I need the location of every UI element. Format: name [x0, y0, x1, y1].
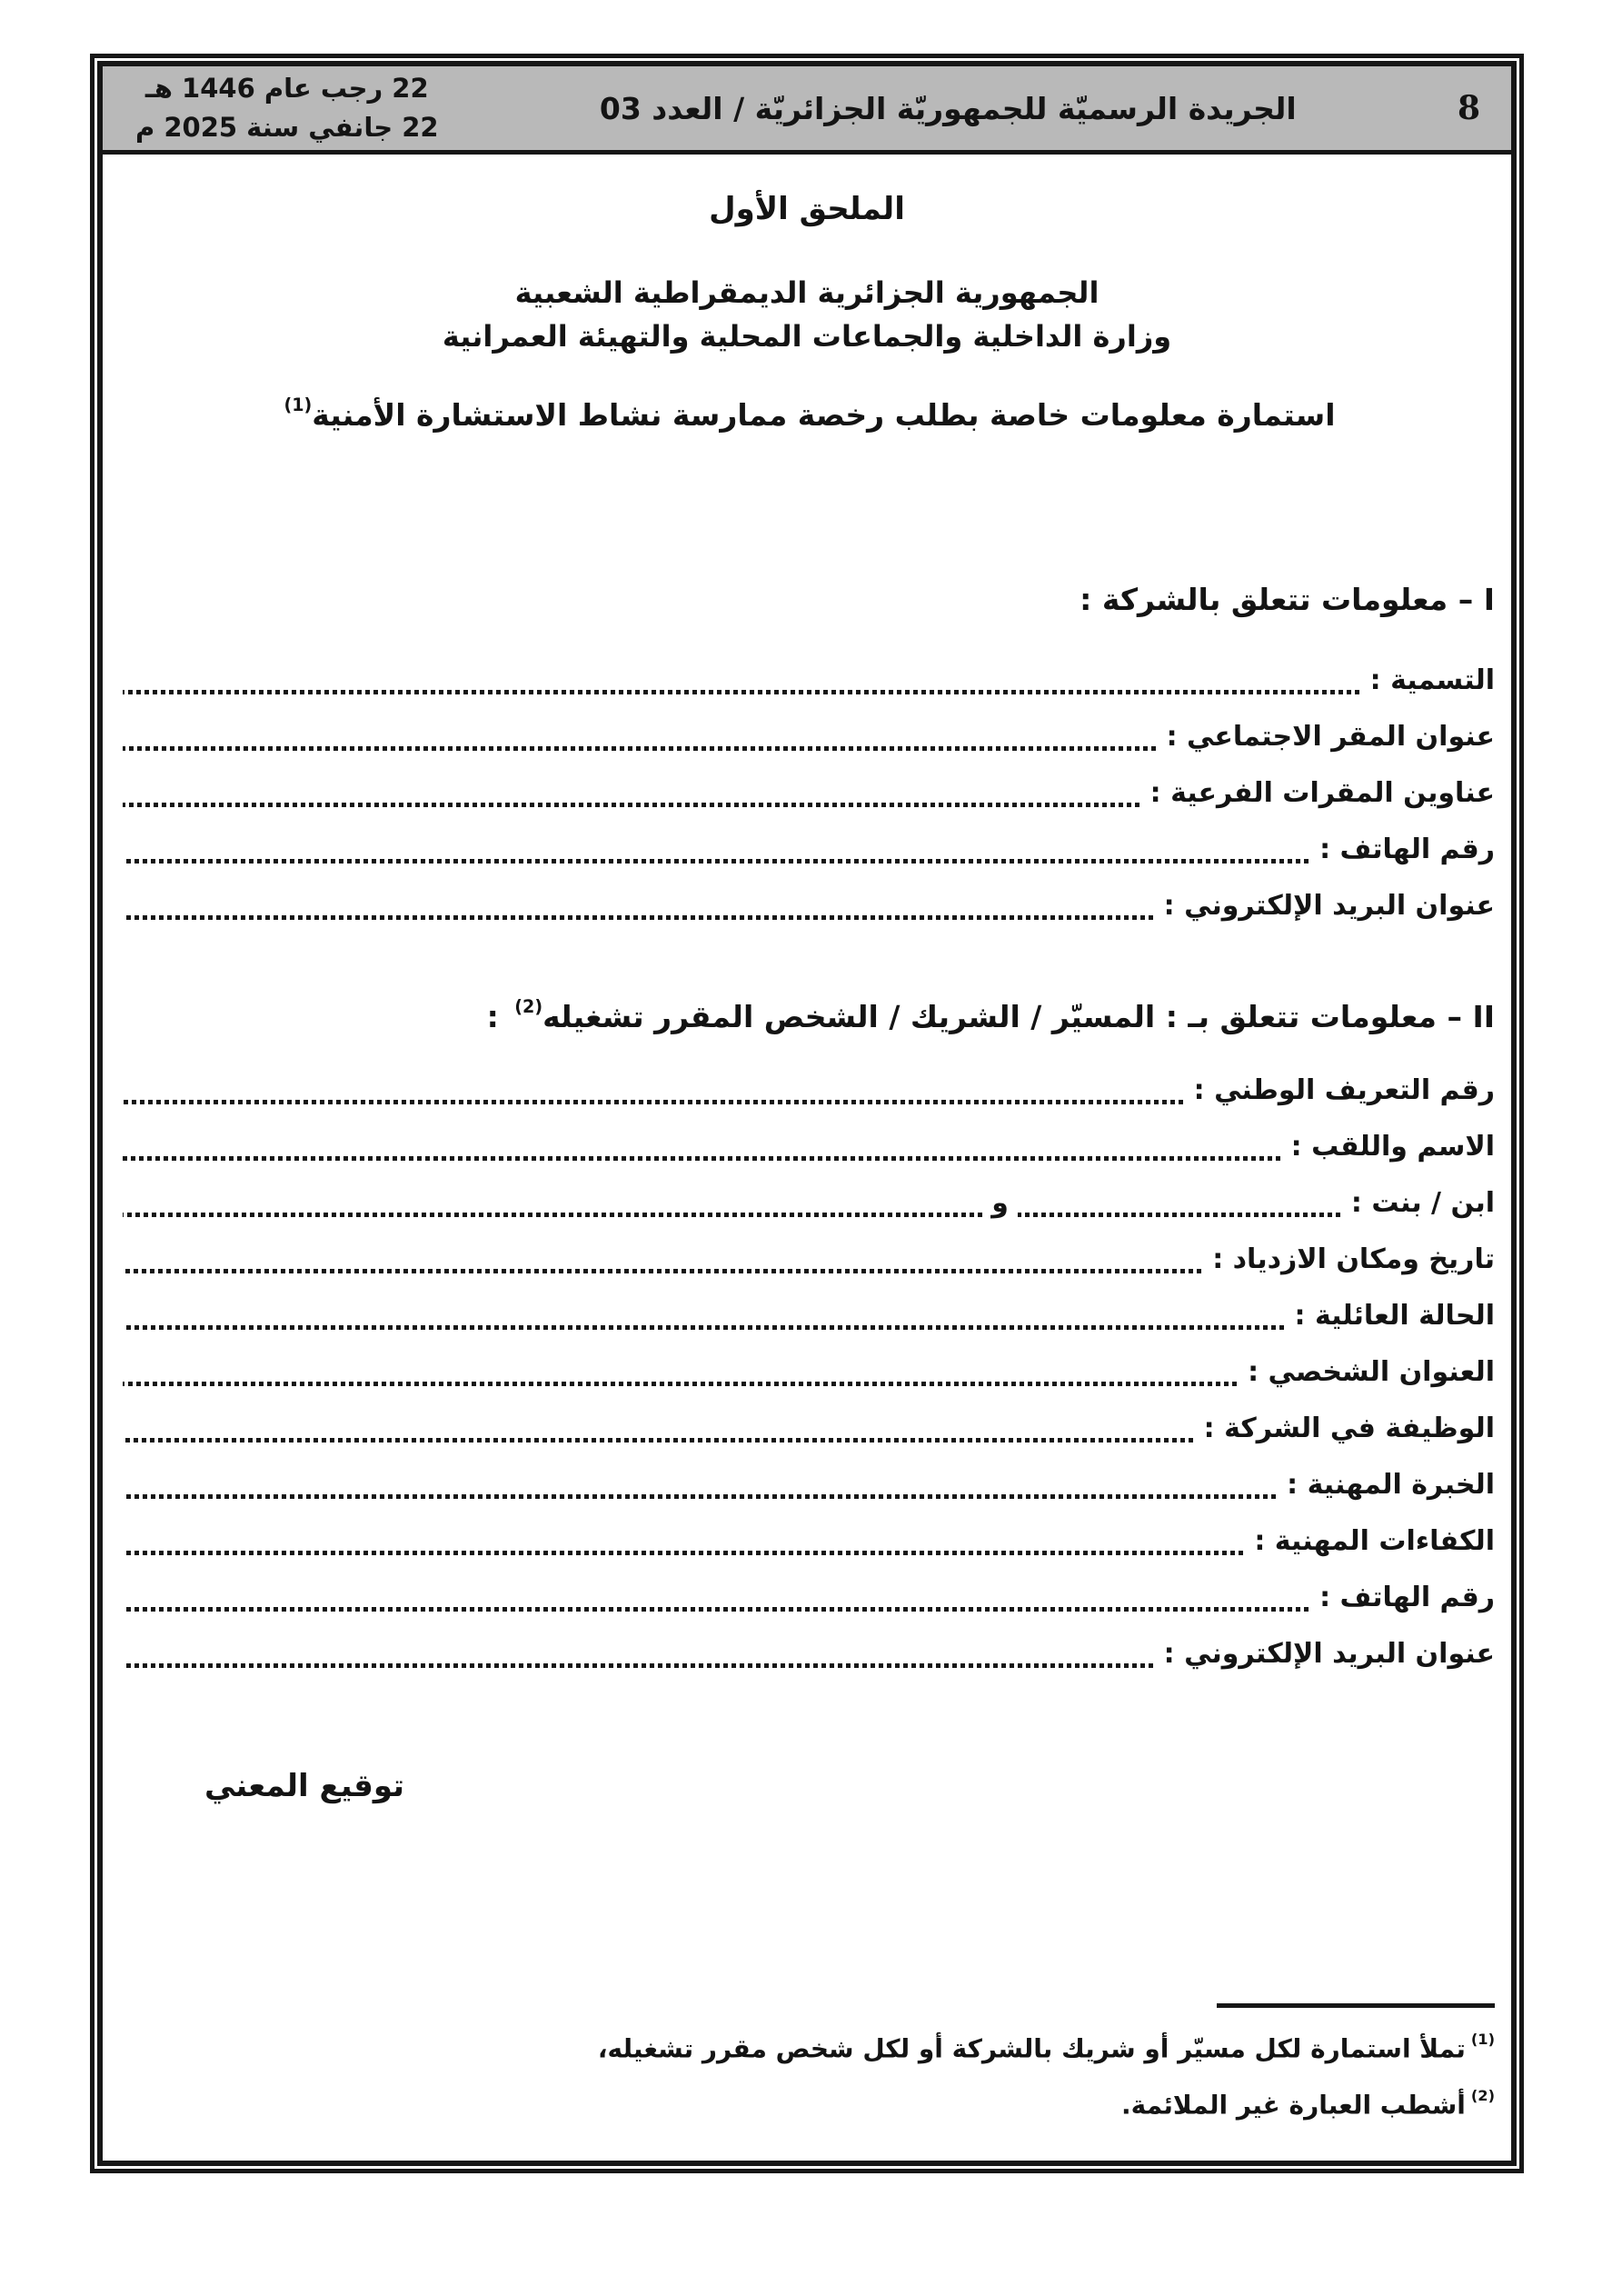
- signature-label: توقيع المعني: [204, 1768, 404, 1804]
- gazette-header: [103, 66, 1511, 155]
- section-person-heading-colon: :: [486, 999, 510, 1034]
- form-field-row: [123, 1231, 1495, 1287]
- field-label: الكفاءات المهنية :: [1254, 1524, 1495, 1557]
- form-title: [103, 387, 1511, 437]
- form-field-row: [123, 1400, 1495, 1456]
- form-field-row: [123, 1569, 1495, 1625]
- field-label: الخبرة المهنية :: [1287, 1468, 1495, 1501]
- dotted-fill-line: [123, 1438, 1193, 1442]
- field-label: رقم الهاتف :: [1319, 1581, 1495, 1613]
- form-field-row: [123, 877, 1495, 933]
- footnote-marker: (2): [1470, 2087, 1495, 2104]
- form-field-row: [123, 1118, 1495, 1174]
- section-company-heading: I – معلومات تتعلق بالشركة :: [1080, 582, 1495, 617]
- dotted-fill-line: [123, 1325, 1284, 1330]
- form-body: [103, 155, 1511, 2161]
- footnote-text: تملأ استمارة لكل مسيّر أو شريك بالشركة أو لكل شخص مقرر تشغيله،: [597, 2033, 1466, 2064]
- dotted-fill-line: [123, 1100, 1183, 1104]
- dotted-fill-line: [123, 1213, 982, 1217]
- section-person-heading-text: II – معلومات تتعلق بـ : المسيّر / الشريك / الشخص المقرر تشغيله: [542, 999, 1495, 1034]
- footnote-text: أشطب العبارة غير الملائمة.: [1121, 2090, 1466, 2121]
- document-inner-frame: [97, 61, 1517, 2166]
- journal-title: الجريدة الرسميّة للجمهوريّة الجزائريّة / العدد 03: [599, 90, 1297, 126]
- dotted-fill-line: [123, 746, 1156, 751]
- annex-title: الملحق الأول: [709, 191, 905, 227]
- form-field-row: [123, 1287, 1495, 1343]
- dotted-fill-line: [123, 1663, 1153, 1668]
- dotted-fill-line: [1018, 1213, 1340, 1217]
- form-field-row: [123, 652, 1495, 708]
- footnote-ref-1: (1): [284, 394, 313, 415]
- field-label: رقم التعريف الوطني :: [1193, 1073, 1495, 1106]
- dotted-fill-line: [123, 1494, 1276, 1499]
- footnote-ref-2: (2): [514, 996, 543, 1017]
- dotted-fill-line: [123, 1382, 1237, 1386]
- form-field-row: [123, 821, 1495, 877]
- field-label: ابن / بنت :: [1350, 1186, 1495, 1219]
- form-field-row: [123, 1343, 1495, 1400]
- field-label: رقم الهاتف :: [1319, 833, 1495, 865]
- document-outer-frame: [90, 54, 1524, 2173]
- form-field-row: [123, 1456, 1495, 1512]
- dotted-fill-line: [123, 803, 1139, 807]
- form-field-row: [123, 1174, 1495, 1231]
- field-label: عنوان البريد الإلكتروني :: [1163, 889, 1495, 922]
- republic-line: الجمهورية الجزائرية الديمقراطية الشعبية: [514, 275, 1100, 310]
- dotted-fill-line: [123, 690, 1359, 694]
- gregorian-date: 22 جانفي سنة 2025 م: [135, 112, 439, 143]
- form-field-row: [123, 1062, 1495, 1118]
- field-label: الحالة العائلية :: [1294, 1299, 1495, 1332]
- page-number: 8: [1457, 89, 1480, 127]
- form-field-row: [123, 764, 1495, 821]
- field-label: تاريخ ومكان الازدياد :: [1212, 1243, 1495, 1275]
- footnote-separator: [1217, 2003, 1495, 2008]
- field-label: عنوان المقر الاجتماعي :: [1166, 720, 1495, 753]
- field-label: عناوين المقرات الفرعية :: [1149, 776, 1495, 809]
- dotted-fill-line: [123, 1551, 1243, 1555]
- footnote-marker: (1): [1470, 2031, 1495, 2048]
- field-label: التسمية :: [1369, 664, 1495, 696]
- form-title-text: استمارة معلومات خاصة بطلب رخصة ممارسة نشاط الاستشارة الأمنية: [312, 397, 1336, 433]
- dotted-fill-line: [123, 915, 1153, 920]
- issue-dates: [130, 69, 439, 148]
- section-person-heading: [487, 989, 1495, 1039]
- form-field-row: [123, 1625, 1495, 1682]
- footnote-1: [139, 2023, 1495, 2069]
- field-label: عنوان البريد الإلكتروني :: [1163, 1637, 1495, 1670]
- dotted-fill-line: [123, 1269, 1201, 1273]
- footnote-2: [139, 2080, 1495, 2125]
- field-label: الاسم واللقب :: [1290, 1130, 1495, 1163]
- field-label: العنوان الشخصي :: [1248, 1355, 1495, 1388]
- dotted-fill-line: [123, 1607, 1309, 1612]
- company-fields: [123, 652, 1495, 933]
- field-label: الوظيفة في الشركة :: [1203, 1412, 1495, 1444]
- person-fields: [123, 1062, 1495, 1682]
- ministry-line: وزارة الداخلية والجماعات المحلية والتهيئة العمرانية: [442, 319, 1172, 354]
- dotted-fill-line: [123, 859, 1309, 863]
- hijri-date: 22 رجب عام 1446 هـ: [144, 72, 429, 104]
- dotted-fill-line: [123, 1156, 1280, 1161]
- form-field-row: [123, 1512, 1495, 1569]
- form-field-row: [123, 708, 1495, 764]
- conjunction-waw: و: [991, 1186, 1009, 1219]
